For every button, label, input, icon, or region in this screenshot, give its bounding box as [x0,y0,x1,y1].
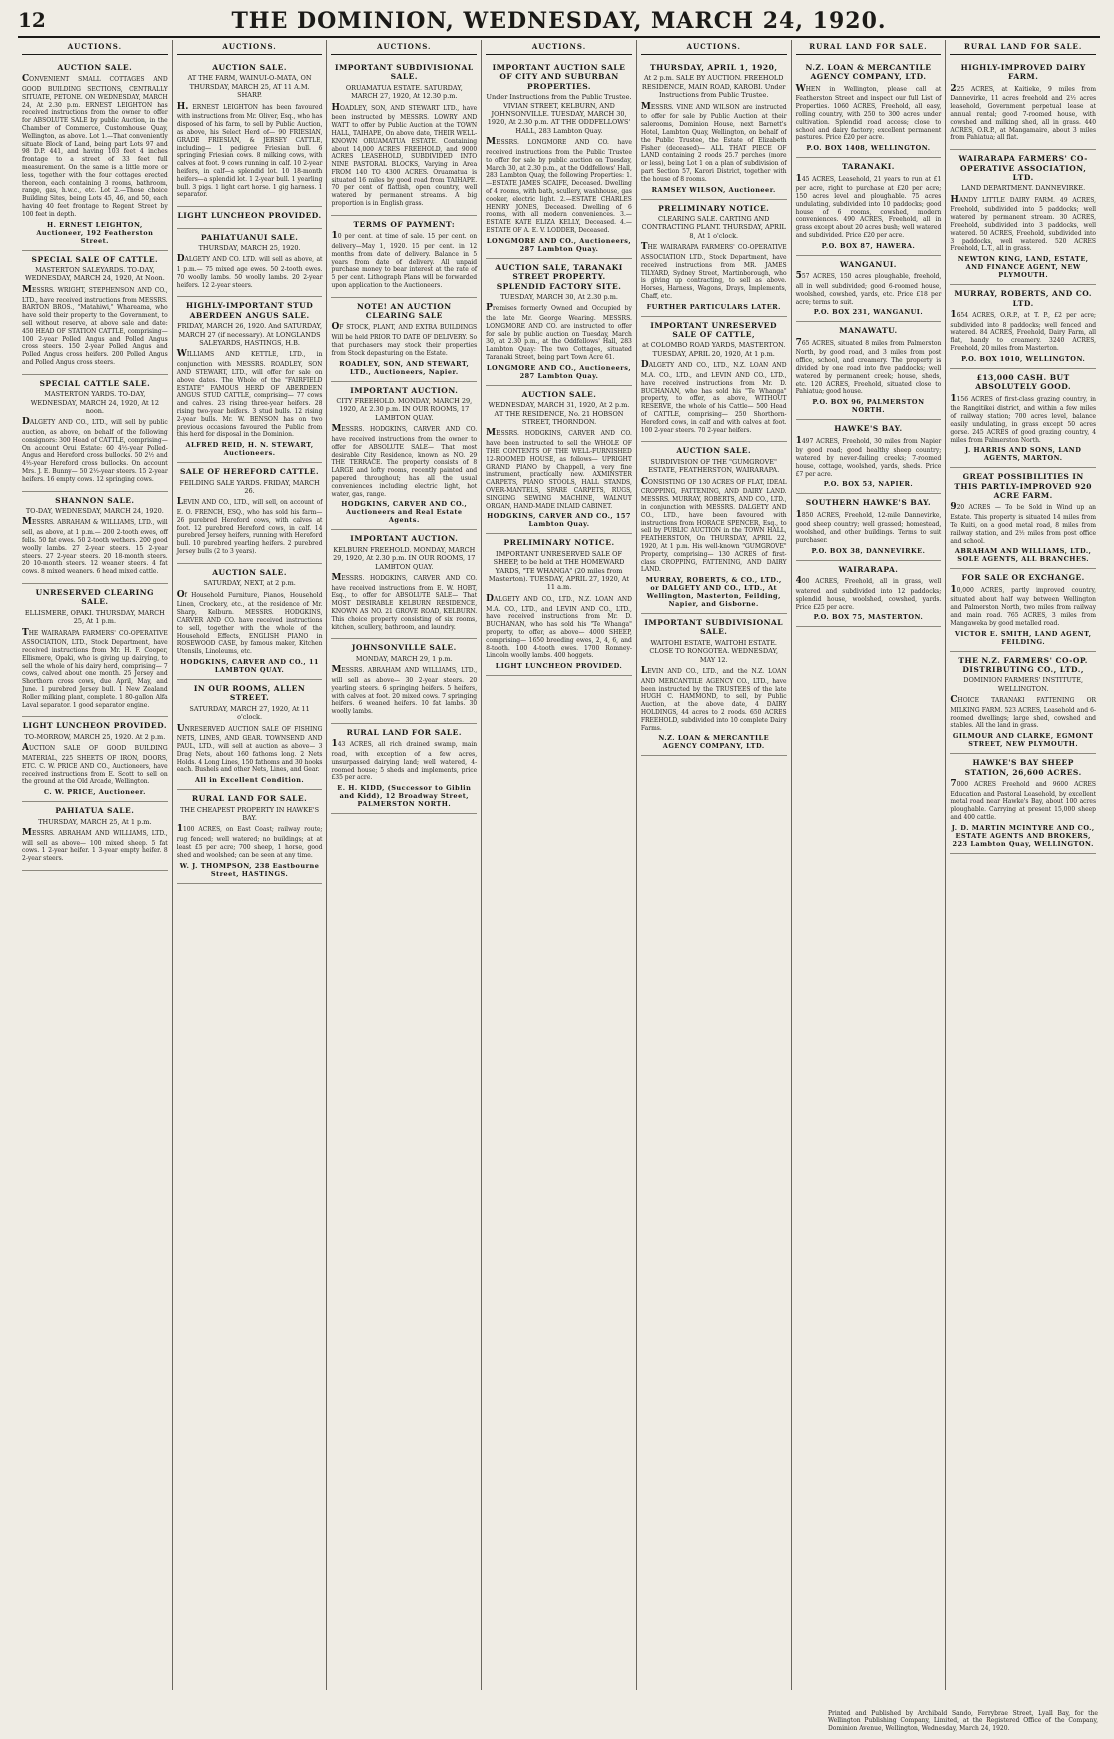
ad-body-text: 10,000 ACRES, partly improved country, situated about half way between Wellington and Palmerston North, two miles from railway and main road. 765 ACRES, 3 miles from Mangaweka by good metalled road. [950,584,1097,627]
advertisement [331,639,477,723]
ad-body-text: MESSRS. VINE AND WILSON are instructed to offer for sale by Public Auction at their salerooms, Dominion House, next Barnett's Hotel, Lambton Quay, Wellington, on behalf of the Public Trustee, the Estate of Elizabeth Fisher (deceased)— ALL THAT PIECE OF LAND containing 2 roods 25.7 perches (more or less), being Lot 1 on a plan of subdivision of part Section 57, Karori District, together with the house of 8 rooms. [640,101,787,183]
ad-signature: P.O. BOX 1010, WELLINGTON. [961,354,1086,363]
ad-body-text: WHEN in Wellington, please call at Featherston Street and inspect our full List of Properties. 1060 ACRES, Freehold, all easy, rolling country, with 250 to 300 acres under cultivation. Splendid road access; close to school and dairy factory; excellent permanent pastures. Price £20 per acre. [795,83,942,142]
ad-signature: P.O. BOX 1408, WELLINGTON. [806,144,931,153]
advertisement [796,158,942,256]
advertisement [177,229,323,298]
ad-body-text: OF STOCK, PLANT, AND EXTRA BUILDINGS Will be held PRIOR TO DATE OF DELIVERY. So that purchasers may stock their properties from Stock depasturing on the Estate. [331,322,478,357]
advertisement [22,492,168,584]
ad-heading: AUCTION SALE. [676,446,752,456]
advertisement [22,584,168,717]
column-heading: AUCTIONS. [177,40,323,55]
ad-heading: RURAL LAND FOR SALE. [346,727,462,737]
advertisement [950,285,1096,369]
ad-signature: C. W. PRICE, Auctioneer. [43,788,146,797]
ad-heading: THE N.Z. FARMERS' CO-OP. DISTRIBUTING CO., LTD., [958,655,1088,674]
ad-date-line: AT THE FARM, WAINUI-O-MATA, ON THURSDAY, MARCH 25, AT 11 A.M. SHARP. [187,74,312,100]
ad-body-text: 1654 ACRES, O.R.P., at T. P., £2 per acre; subdivided into 8 paddocks; well fenced and watered. 84 ACRES, Freehold, Dairy Farm, all flat, handy to creamery. 3240 ACRES, Freehold, 20 miles from Masterton. [950,310,1097,353]
ad-date-line: TO-MORROW, MARCH 25, 1920. At 2 p.m. [24,732,166,741]
advertisement [177,59,323,207]
advertisement [641,200,787,317]
ad-signature: LONGMORE AND CO., Auctioneers, 287 Lambton Quay. [486,363,632,380]
ad-body-text: DALGETY AND CO., LTD., N.Z. LOAN AND M.A. CO., LTD., and LEVIN AND CO., LTD., have received instructions from Mr. D. BUCHANAN, who has sold his "Te Whanga" property, to offer, as above— 4000 SHEEP, comprising— 1650 breeding ewes, 2, 4, 6, and 8-tooth. 100 4-tooth ewes. 1700 Romney-Lincoln woolly lambs. 400 hoggets. [486,593,632,660]
column-3 [327,40,482,1690]
column-heading: AUCTIONS. [22,40,168,55]
ad-signature: GILMOUR AND CLARKE, EGMONT STREET, NEW PLYMOUTH. [952,732,1094,749]
column-heading: AUCTIONS. [486,40,632,55]
ad-date-line: THURSDAY, MARCH 25, At 1 p.m. [38,817,152,826]
advertisement [177,463,323,564]
ad-heading: WAIRARAPA FARMERS' CO-OPERATIVE ASSOCIATION, LTD. [958,154,1088,182]
ad-heading: HIGHLY-IMPORTANT STUD ABERDEEN ANGUS SALE. [185,301,314,320]
ad-signature: HODGKINS, CARVER AND CO., Auctioneers and Real Estate Agents. [341,500,468,525]
advertisement [486,59,632,259]
advertisement [796,494,942,560]
ad-signature: LONGMORE AND CO., Auctioneers, 287 Lambton Quay. [486,236,632,253]
ad-body-text: MESSRS. ABRAHAM AND WILLIAMS, LTD., will sell as above— 100 mixed sheep. 5 fat cows. 1 2-year heifer. 1 3-year empty heifer. 8 2-year steers. [22,827,168,863]
advertisement [796,59,942,158]
advertisement [486,259,632,386]
advertisement [22,717,168,802]
ad-signature: P.O. BOX 231, WANGANUI. [813,308,924,317]
ad-body-text: UNRESERVED AUCTION SALE OF FISHING NETS, LINES, AND GEAR. TOWNSEND AND PAUL, LTD., will sell at auction as above— 3 Drag Nets, about 160 fathoms long. 2 Nets Holds. 4 Long Lines, 150 fathoms and 30 hooks each. Bushels and other Nets, Lines, and Gear. [176,723,323,774]
ad-heading: IMPORTANT AUCTION. [350,534,459,544]
ad-body-text: CONVENIENT SMALL COTTAGES AND GOOD BUILDING SECTIONS, CENTRALLY SITUATE, PETONE. ON WEDNESDAY, MARCH 24, At 2.30 p.m. ERNEST LEIGHTON has received instructions from the owner to offer for ABSOLUTE SALE by public Auction, in the Chamber of Commerce, Customhouse Quay, Wellington, as above. Lot 1.—That conveniently situate Block of Land, being part Lots 97 and 98 D.P. 441, and having 103 feet 4 inches frontage to a street of 33 feet full measurement. On the same is a little more or less, together with the four cottages erected thereon, each containing 3 rooms, bathroom, range, gas, h.w.c., etc. Lot 2.—Those choice Building Sites, being Lots 45, 46, and 50, each having 40 feet frontage to Regent Street by 100 feet in depth. [22,74,168,218]
ad-heading: SALE OF HEREFORD CATTLE. [180,467,320,477]
ad-signature: HODGKINS, CARVER AND CO., 11 LAMBTON QUAY. [180,657,319,674]
column-heading: AUCTIONS. [641,40,787,55]
advertisement [641,317,787,443]
ad-body-text: 557 ACRES, 150 acres ploughable, freehold, all in well subdivided; good 6-roomed house, woolshed, cowshed, yards, etc. Price £18 per acre; terms to suit. [795,271,942,306]
ad-heading: IMPORTANT SUBDIVISIONAL SALE. [334,63,474,82]
ad-body-text: MESSRS. ABRAHAM & WILLIAMS, LTD., will sell, as above, at 1 p.m.— 200 2-tooth ewes, off fells. 50 fat ewes. 50 2-tooth wethers. 200 good woolly lambs. 27 2-year steers. 15 2-year steers. 27 2-year steers. 20 18-month steers. 20 10-month steers. 12 weaner steers. 4 fat cows. 8 mixed weaners. 6 head mixed cattle. [22,517,168,576]
ad-body-text: 225 ACRES, at Kaitieke, 9 miles from Dannevirke, 11 acres freehold and 2½ acres leasehold, Government perpetual lease at annual rental; good 7-roomed house, with cowshed and milking shed, all in grass. 440 ACRES, O.R.P., at Mangamaire, about 3 miles from Pahiatua; all flat. [950,83,1097,142]
ad-heading: IMPORTANT UNRESERVED SALE OF CATTLE, [650,320,778,340]
ad-heading: NOTE! AN AUCTION CLEARING SALE [356,301,452,321]
ad-body-text: MESSRS. HODGKINS, CARVER AND CO. have been instructed to sell the WHOLE OF THE CONTENTS OF THE WELL-FURNISHED 12-ROOMED HOUSE, as follows— UPRIGHT GRAND PIANO by Chappell, a very fine instrument, practically new. AXMINSTER CARPETS, PIANO STOOLS, HALL STANDS, OVER-MANTELS, SPARE CARPETS, RUGS, SINGING SEWING MACHINE, WALNUT ORGAN, HAND-MADE INLAID CABINET. [486,428,632,510]
ad-body-text: HOADLEY, SON, AND STEWART LTD., have been instructed by MESSRS. LOWRY AND WATT to offer by Public Auction at the TOWN HALL, TAIHAPE, On above date, THEIR WELL-KNOWN ORUAMATUA ESTATE. Containing about 14,000 ACRES FREEHOLD, and 9000 ACRES LEASEHOLD, SUBDIVIDED INTO NINE PASTORAL BLOCKS, Varying in Area FROM 140 TO 4300 ACRES. Oruamatua is situated 16 miles by good road from TAIHAPE. 70 per cent of flattish, open country, well watered by permanent streams. A big proportion is in English grass. [331,102,478,208]
ad-date-line: CLEARING SALE. CARTING AND CONTRACTING PLANT. THURSDAY, APRIL 8, At 1 o'clock. [641,214,786,240]
advertisement [641,442,787,614]
column-4 [482,40,637,1690]
advertisement [486,534,632,676]
advertisement [641,59,787,200]
ad-date-line: THURSDAY, MARCH 25, 1920. [198,243,301,252]
ad-heading: SHANNON SALE. [55,495,135,505]
ad-signature: MURRAY, ROBERTS, & CO., LTD., or DALGETY AND CO., LTD., At Wellington, Masterton, Feilding, Napier, and Gisborne. [645,576,782,609]
ad-date-line: Under Instructions from the Public Trustee. VIVIAN STREET, KELBURN, AND JOHNSONVILLE. TUESDAY, MARCH 30, 1920, At 2.30 p.m. AT THE ODDFELLOWS' HALL, 283 Lambton Quay. [486,93,632,135]
ad-heading: FOR SALE OR EXCHANGE. [961,573,1085,583]
advertisement [22,59,168,251]
ad-body-text: 1100 ACRES, on East Coast; railway route; rug fenced; well watered; no buildings; at at least £5 per acre; 700 sheep, 1 horse, good shed and woolshed; can be seen at any time. [176,824,323,859]
ad-body-text: 143 ACRES, all rich drained swamp, main road, with exception of a few acres, unsurpassed dairying land; well watered, 4-roomed house; 5 sheds and implements, price £35 per acre. [331,739,478,782]
ad-signature: J. HARRIS AND SONS, LAND AGENTS, MARTON. [964,446,1082,463]
ad-body-text: AUCTION SALE OF GOOD BUILDING MATERIAL, 225 SHEETS OF IRON, DOORS, ETC. C. W. PRICE AND CO., Auctioneers, have received instructions from E. Scott to sell on the ground at the Old Arcade, Wellington. [22,743,168,786]
advertisement [177,680,323,790]
advertisement [796,561,942,627]
column-5 [637,40,792,1690]
ad-heading: PRELIMINARY NOTICE. [503,538,615,548]
ad-date-line: LAND DEPARTMENT. DANNEVIRKE. [961,184,1086,193]
advertisement [177,564,323,680]
ad-body-text: DALGETY AND CO., LTD., N.Z. LOAN AND M.A. CO., LTD., and LEVIN AND CO., LTD., have received instructions from Mr. D. BUCHANAN, who has sold his "Te Whanga" property, to offer, as above, WITHOUT RESERVE, the whole of his Cattle— 500 Head of CATTLE, comprising— 250 Shorthorn-Hereford cows, in calf and with calves at foot. 100 2-year steers. 70 2-year heifers. [640,360,787,434]
advertisement [950,59,1096,150]
ad-body-text: 145 ACRES, Leasehold, 21 years to run at £1 per acre, right to purchase at £20 per acre; 150 acres level and ploughable. 75 acres undulating, subdivided into 10 paddocks; good house of 6 rooms, cowshed, modern conveniences. 490 ACRES, Freehold, all in grass except about 20 acres bush; well watered and subdivided. Price £20 per acre. [795,173,942,240]
column-heading: RURAL LAND FOR SALE. [796,40,942,55]
ad-heading: HAWKE'S BAY SHEEP STATION, 26,600 ACRES. [964,758,1082,777]
ad-body-text: 765 ACRES, situated 8 miles from Palmerston North, by good road, and 3 miles from post office, school, and creamery. The property is divided by one road into five paddocks; well watered by permanent creek; house, sheds, etc. 120 ACRES, Freehold, situated close to Pahiatua; good house. [795,337,942,396]
ad-heading: AUCTION SALE. [212,567,287,577]
ad-heading: IMPORTANT AUCTION SALE OF CITY AND SUBURBAN PROPERTIES. [492,63,626,91]
column-heading: AUCTIONS. [331,40,477,55]
advertisement [177,207,323,228]
ad-body-text: H. ERNEST LEIGHTON has been favoured with instructions from Mr. Oliver, Esq., who has disposed of his farm, to sell by Public Auction, as above, his Select Herd of— 90 FRIESIAN, GRADE FRIESIAN, & JERSEY CATTLE, including— 1 pedigree Friesian bull. 6 springing Friesian cows. 8 milking cows, with calves at foot. 9 cows running in calf. 10 2-year heifers, in calf—a splendid lot. 10 18-month heifers—a splendid lot. 1 2-year bull. 1 yearling bull. 3 pigs. 1 light cart horse. 1 gig harness. 1 separator. [176,101,323,199]
ad-heading: IN OUR ROOMS, ALLEN STREET. [193,683,306,703]
ad-heading: LIGHT LUNCHEON PROVIDED. [177,211,322,221]
ad-date-line: CITY FREEHOLD. MONDAY, MARCH 29, 1920, At 2.30 p.m. IN OUR ROOMS, 17 LAMBTON QUAY. [336,396,473,422]
ad-body-text: 10 per cent. at time of sale. 15 per cent. on delivery—May 1, 1920. 15 per cent. in 12 months from date of delivery. Balance in 5 years from date of delivery. All unpaid purchase money to bear interest at the rate of 5 per cent. Lithograph Plans will be forwarded upon application to the Auctioneers. [331,231,478,289]
advertisement [22,375,168,492]
advertisement [641,614,787,756]
ad-body-text: 920 ACRES — To be Sold in Wind up an Estate. This property is situated 14 miles from Te Kuiti, on a good metal road, 8 miles from railway station, and 2½ miles from post office and school. [950,502,1097,545]
ad-heading: MURRAY, ROBERTS, AND CO. LTD. [954,289,1093,308]
ad-date-line: MASTERTON SALEYARDS. TO-DAY, WEDNESDAY, MARCH 24, 1920, At Noon. [24,265,165,283]
ad-body-text: MESSRS. HODGKINS, CARVER AND CO. have received instructions from E. W. HOBT, Esq., to offer for ABSOLUTE SALE— That MOST DESIRABLE KELBURN RESIDENCE, KNOWN AS NO. 21 GROVE ROAD, KELBURN. This choice property consisting of six rooms, kitchen, scullery, bathroom, and laundry. [331,572,478,631]
ad-signature: E. H. KIDD, (Successor to Giblin and Kidd), 12 Broadway Street, PALMERSTON NORTH. [337,784,472,809]
ad-heading: PAHIATUA SALE. [55,806,135,816]
ad-signature: ROADLEY, SON, AND STEWART, LTD., Auctioneers, Napier. [339,359,470,376]
column-2 [173,40,328,1690]
ad-signature: FURTHER PARTICULARS LATER. [646,302,781,311]
ad-heading: £13,000 CASH. BUT ABSOLUTELY GOOD. [975,372,1072,392]
ad-heading: TARANAKI. [842,162,895,172]
ad-heading: AUCTION SALE. [57,63,133,72]
ad-heading: WANGANUI. [840,259,897,269]
ad-signature: All in Excellent Condition. [194,776,305,785]
advertisement [486,386,632,535]
ad-date-line: WAITOHI ESTATE, WAITOHI ESTATE. CLOSE TO RONGOTEA. WEDNESDAY, MAY 12. [649,638,779,664]
printer-imprint: Printed and Published by Archibald Sando, Ferrybrae Street, Lyall Bay, for the Wellington Publishing Company, Limited, at the Registered Office of the Company, Dominion Avenue, Wellington, Wednesday, March 24, 1920. [828,1709,1098,1733]
advertisement [796,420,942,494]
ad-signature: ALFRED REID, H. N. STEWART, Auctioneers. [185,441,314,458]
ad-date-line: ELLISMERE, OPAKI. THURSDAY, MARCH 25, At 1 p.m. [24,608,165,626]
ad-signature: ABRAHAM AND WILLIAMS, LTD., SOLE AGENTS, ALL BRANCHES. [954,547,1092,564]
advertisement [796,256,942,322]
ad-body-text: MESSRS. LONGMORE AND CO. have received instructions from the Public Trustee to offer for sale by public auction on Tuesday, March 30, at 2.30 p.m., at the Oddfellows' Hall, 283 Lambton Quay, the following Properties: 1.—ESTATE JAMES SCAIFE, Deceased. Dwelling of 4 rooms, with bath, scullery, washhouse, gas cooker, electric light. 2.—ESTATE CHARLES HENRY JONES, Deceased. Dwelling of 6 rooms, with all modern conveniences. 3.—ESTATE KATE ELIZA KELLY, Deceased. 4.—ESTATE OF A. E. V. LODDER, Deceased. [486,137,632,234]
ad-date-line: TO-DAY, WEDNESDAY, MARCH 24, 1920. [25,507,164,516]
ad-heading: AUCTION SALE, TARANAKI STREET PROPERTY. SPLENDID FACTORY SITE. [495,262,623,291]
ad-body-text: LEVIN AND CO., LTD., and the N.Z. LOAN AND MERCANTILE AGENCY CO., LTD., have been instructed by the TRUSTEES of the late HUGH C. HAMMOND, to sell, by Public Auction, at the above date, 4 DAIRY HOLDINGS, 44 acres to 2 roods. 650 ACRES FREEHOLD, subdivided into 10 complete Dairy Farms. [640,666,787,732]
column-heading: RURAL LAND FOR SALE. [950,40,1096,55]
ad-heading: AUCTION SALE. [212,63,287,72]
advertisement [331,216,477,298]
ad-date-line: MASTERTON YARDS. TO-DAY, WEDNESDAY, MARCH 24, 1920, At 12 noon. [30,390,160,415]
advertisement [331,59,477,216]
ad-heading: IMPORTANT AUCTION. [350,385,459,395]
ad-heading: HIGHLY-IMPROVED DAIRY FARM. [960,63,1086,82]
ad-date-line: TUESDAY, MARCH 30, At 2.30 p.m. [500,292,618,301]
ad-body-text: MESSRS. HODGKINS, CARVER AND CO. have received instructions from the owner to offer for ABSOLUTE SALE— That most desirable City Residence, known as NO. 29 THE TERRACE. The property consists of 8 LARGE and lofty rooms, recently painted and papered throughout; has all the usual conveniences including electric light, hot water, gas, range. [331,424,478,498]
ad-date-line: SATURDAY, NEXT, at 2 p.m. [203,579,296,588]
ad-date-line: at COLOMBO ROAD YARDS, MASTERTON. TUESDAY, APRIL 20, 1920, At 1 p.m. [642,341,786,358]
advertisement [950,754,1096,854]
advertisement [331,298,477,382]
advertisement [331,724,477,814]
ad-date-line: FRIDAY, MARCH 26, 1920. And SATURDAY, MARCH 27 (if necessary). At LONGLANDS SALEYARDS, HASTINGS, H.B. [177,322,323,348]
advertisement [331,530,477,639]
ad-body-text: CONSISTING OF 130 ACRES OF FLAT, IDEAL CROPPING, FATTENING, AND DAIRY LAND. MESSRS. MURRAY, ROBERTS, AND CO., LTD., in conjunction with MESSRS. DALGETY AND CO., LTD., have been favoured with instructions from HORACE SPENCER, Esq., to sell by PUBLIC AUCTION in the TOWN HALL, FEATHERSTON, On THURSDAY, APRIL 22, 1920, At 1 p.m. His well-known "GUMGROVE" Property, comprising— 130 ACRES of first-class CROPPING, FATTENING, AND DAIRY LAND. [640,476,787,574]
ad-signature: P.O. BOX 38, DANNEVIRKE. [811,546,926,555]
ad-heading: MANAWATU. [839,326,898,336]
ad-signature: N.Z. LOAN & MERCANTILE AGENCY COMPANY, LTD. [658,734,770,751]
ad-date-line: KELBURN FREEHOLD. MONDAY, MARCH 29, 1920, At 2.30 p.m. IN OUR ROOMS, 17 LAMBTON QUAY. [333,545,476,571]
masthead [18,6,1100,38]
ad-body-text: DALGETY AND CO., LTD., will sell by public auction, as above, on behalf of the following consignors: 300 Head of CATTLE, comprising— On account Orui Estate: 60 4½-year Polled-Angus and Hereford cross bullocks. 50 2½ and 4½-year Hereford cross bullocks. On account Mrs. J. E. Bunny— 50 2½-year steers. 15 2-year heifers. 16 empty cows. 12 springing cows. [22,417,168,483]
ad-heading: GREAT POSSIBILITIES IN THIS PARTLY-IMPROVED 920 ACRE FARM. [954,472,1093,501]
ad-body-text: 1497 ACRES, Freehold, 30 miles from Napier by good road; good healthy sheep country; watered by never-failing creeks; 7-roomed house, cottage, woolshed, yards, sheds. Price £7 per acre. [795,435,942,478]
ad-body-text: DALGETY AND CO. LTD. will sell as above, at 1 p.m.— 75 mixed age ewes. 50 2-tooth ewes. 70 woolly lambs. 50 woolly lambs. 20 2-year heifers. 12 2-year steers. [176,254,323,289]
ad-signature: P.O. BOX 75, MASTERTON. [813,613,924,622]
ad-signature: RAMSEY WILSON, Auctioneer. [651,185,776,194]
ad-heading: WAIRARAPA. [838,564,899,574]
ad-date-line: SUBDIVISION OF THE "GUMGROVE" ESTATE, FEATHERSTON, WAIRARAPA. [648,457,780,475]
ad-body-text: WILLIAMS AND KETTLE, LTD., in conjunction with MESSRS. ROADLEY, SON AND STEWART, LTD., will offer for sale on above dates. The Whole of the "FAIRFIELD ESTATE" FAMOUS HERD OF ABERDEEN ANGUS STUD CATTLE, comprising— 77 cows and calves. 23 rising three-year heifers. 28 rising two-year heifers. 3 stud bulls. 12 rising 2-year bulls. Mr. W. BENSON has on two previous occasions favoured the Public from this herd for disposal in the Dominion. [176,349,323,439]
ad-body-text: LEVIN AND CO., LTD., will sell, on account of E. O. FRENCH, ESQ., who has sold his farm— 26 purebred Hereford cows, with calves at foot. 12 purebred Hereford cows, in calf. 14 purebred Jersey heifers, running with Hereford bull. 10 purebred yearling heifers. 2 purebred Jersey bulls (2 to 3 years). [176,497,323,556]
ad-heading: AUCTION SALE. [521,389,597,399]
ad-body-text: 400 ACRES, Freehold, all in grass, well watered and subdivided into 12 paddocks; splendid house, woolshed, cowshed, yards. Price £25 per acre. [795,576,942,611]
ad-signature: HODGKINS, CARVER AND CO., 157 Lambton Quay. [487,512,631,529]
column-1 [18,40,173,1690]
ad-heading: JOHNSONVILLE SALE. [351,643,457,653]
advertisement [950,569,1096,651]
advertisement-columns [18,40,1100,1690]
ad-body-text: CHOICE TARANAKI FATTENING OR MILKING FARM. 523 ACRES, Leasehold and 6-roomed dwellings; large shed, cowshed and stables. All the land in grass. [950,695,1097,730]
ad-date-line: SATURDAY, MARCH 27, 1920, At 11 o'clock. [189,704,310,722]
ad-heading: RURAL LAND FOR SALE. [191,794,308,804]
ad-signature: P.O. BOX 87, HAWERA. [821,241,916,250]
ad-heading: SPECIAL CATTLE SALE. [39,378,151,388]
ad-heading: UNRESERVED CLEARING SALE. [35,587,155,607]
ad-heading: IMPORTANT SUBDIVISIONAL SALE. [644,618,784,637]
ad-signature: LIGHT LUNCHEON PROVIDED. [495,662,623,671]
ad-signature: J. D. MARTIN MCINTYRE AND CO., ESTATE AGENTS AND BROKERS, 223 Lambton Quay, WELLINGTON. [951,823,1095,848]
advertisement [950,369,1096,468]
ad-heading: TERMS OF PAYMENT: [353,219,456,229]
ad-date-line: DOMINION FARMERS' INSTITUTE, WELLINGTON. [963,676,1084,693]
ad-body-text: 1850 ACRES, Freehold, 12-mile Dannevirke, good sheep country; well grassed; homestead, woolshed, and other buildings. Terms to suit purchaser. [795,509,942,545]
advertisement [177,790,323,883]
ad-body-text: Premises formerly Owned and Occupied by the late Mr. George Wearing. MESSRS. LONGMORE AND CO. are instructed to offer for sale by public auction on Tuesday, March 30, at 2.30 p.m., at the Oddfellows' Hall, 283 Lambton Quay: The two Cottages, situated Taranaki Street, being part Town Acre 61. [486,303,632,361]
ad-heading: PRELIMINARY NOTICE. [658,203,770,213]
ad-body-text: THE WAIRARAPA FARMERS' CO-OPERATIVE ASSOCIATION, LTD., Stock Department, have received instructions from Mr. H. F. Cooper, Ellismere, Opaki, who is giving up dairying, to sell the whole of his dairy herd, comprising— 7 cows, calved about one month. 25 Jersey and Shorthorn cross cows, due April, May, and June. 1 purebred Jersey bull. 1 New Zealand Roller milking plant, complete. 1 80-gallon Alfa Laval separator. 1 good separator engine. [22,627,168,709]
ad-date-line: WEDNESDAY, MARCH 31, 1920, At 2 p.m. AT THE RESIDENCE, No. 21 HOBSON STREET, THORNDON. [488,401,630,427]
ad-heading: THURSDAY, APRIL 1, 1920, [650,63,778,72]
ad-heading: N.Z. LOAN & MERCANTILE AGENCY COMPANY, LTD. [805,63,932,82]
advertisement [331,382,477,531]
ad-date-line: THE CHEAPEST PROPERTY IN HAWKE'S BAY. [180,805,320,823]
ad-heading: SOUTHERN HAWKE'S BAY. [805,498,932,508]
ad-date-line: MONDAY, MARCH 29, 1 p.m. [355,654,453,663]
advertisement [950,652,1096,755]
ad-signature: NEWTON KING, LAND, ESTATE, AND FINANCE AGENT, NEW PLYMOUTH. [957,255,1089,280]
ad-signature: P.O. BOX 96, PALMERSTON NORTH. [812,398,925,415]
advertisement [950,468,1096,569]
column-7 [946,40,1100,1690]
ad-signature: VICTOR E. SMITH, LAND AGENT, FEILDING. [954,629,1092,646]
newspaper-title: THE DOMINION, WEDNESDAY, MARCH 24, 1920. [231,8,887,34]
ad-date-line: IMPORTANT UNRESERVED SALE OF SHEEP, to be held at THE HOMEWARD YARDS, "TE WHANGA" (20 miles from Masterton). TUESDAY, APRIL 27, 1920, At 11 a.m. [488,549,630,592]
advertisement [22,802,168,871]
ad-date-line: At 2 p.m. SALE BY AUCTION. FREEHOLD RESIDENCE, MAIN ROAD, KAROBI. Under Instructions from Public Trustee. [641,74,786,100]
ad-signature: P.O. BOX 53, NAPIER. [823,480,914,489]
ad-body-text: 7000 ACRES Freehold and 9600 ACRES Education and Pastoral Leasehold, by excellent metal road near Hawke's Bay, about 100 acres ploughable. Carrying at present 15,000 sheep and 400 cattle. [950,779,1097,822]
ad-date-line: FEILDING SALE YARDS. FRIDAY, MARCH 26. [179,478,320,495]
ad-body-text: Of Household Furniture, Pianos, Household Linen, Crockery, etc., at the residence of Mr. Sharp, Kelburn. MESSRS. HODGKINS, CARVER AND CO. have received instructions to sell, together with the whole of the Household Effects, ENGLISH PIANO in ROSEWOOD CASE, by famous maker, Kitchen Utensils, Linoleums, etc. [176,589,323,656]
ad-body-text: HANDY LITTLE DAIRY FARM. 49 ACRES, Freehold, subdivided into 5 paddocks; well watered by permanent stream. 30 ACRES, Freehold, subdivided into 3 paddocks, well watered. 50 ACRES, Freehold, subdivided into 3 paddocks, well watered. 520 ACRES Freehold, L.T., all in grass. [950,194,1097,253]
ad-heading: LIGHT LUNCHEON PROVIDED. [22,721,167,731]
advertisement [22,251,168,375]
ad-signature: W. J. THOMPSON, 238 Eastbourne Street, HASTINGS. [179,861,320,878]
ad-heading: HAWKE'S BAY. [834,424,903,434]
ad-signature: H. ERNEST LEIGHTON, Auctioneer, 192 Featherston Street. [36,220,154,245]
ad-heading: SPECIAL SALE OF CATTLE. [31,254,159,264]
advertisement [796,322,942,420]
ad-body-text: THE WAIRARAPA FARMERS' CO-OPERATIVE ASSOCIATION LTD., Stock Department, have received instructions from MR. JAMES TILYARD, Sydney Street, Martinborough, who is giving up contracting, to sell as above. Horses, Harness, Wagons, Drays, Implements, Chaff, etc. [640,242,787,300]
advertisement [177,297,323,463]
column-6 [792,40,947,1690]
page-number: 12 [18,8,46,32]
ad-body-text: MESSRS. WRIGHT, STEPHENSON AND CO., LTD., have received instructions from MESSRS. BARTON BROS., "Matahiwi," Whareama, who have sold their property to the Government, to sell without reserve, at above sale and date: 450 HEAD OF STATION CATTLE, comprising— 100 2-year Polled Angus and Polled Angus cross steers. 150 2-year Polled Angus and Polled Angus cross heifers. 200 Polled Angus and Polled Angus cross steers. [22,284,168,366]
ad-date-line: ORUAMATUA ESTATE. SATURDAY, MARCH 27, 1920, At 12.30 p.m. [345,83,463,101]
ad-body-text: 1156 ACRES of first-class grazing country, in the Rangitikei district, and within a few miles of railway station; 700 acres level, balance easily undulating, in grass except 50 acres gorse. 245 ACRES of good grazing country, 4 miles from Palmerston North. [950,393,1097,444]
ad-heading: PAHIATUANUI SALE. [200,232,299,242]
ad-body-text: MESSRS. ABRAHAM AND WILLIAMS, LTD., will sell as above— 30 2-year steers. 20 yearling steers. 6 springing heifers. 5 heifers, with calves at foot. 20 mixed cows. 7 springing heifers. 6 weaned heifers. 10 fat lambs. 30 woolly lambs. [331,665,478,716]
advertisement [950,150,1096,285]
